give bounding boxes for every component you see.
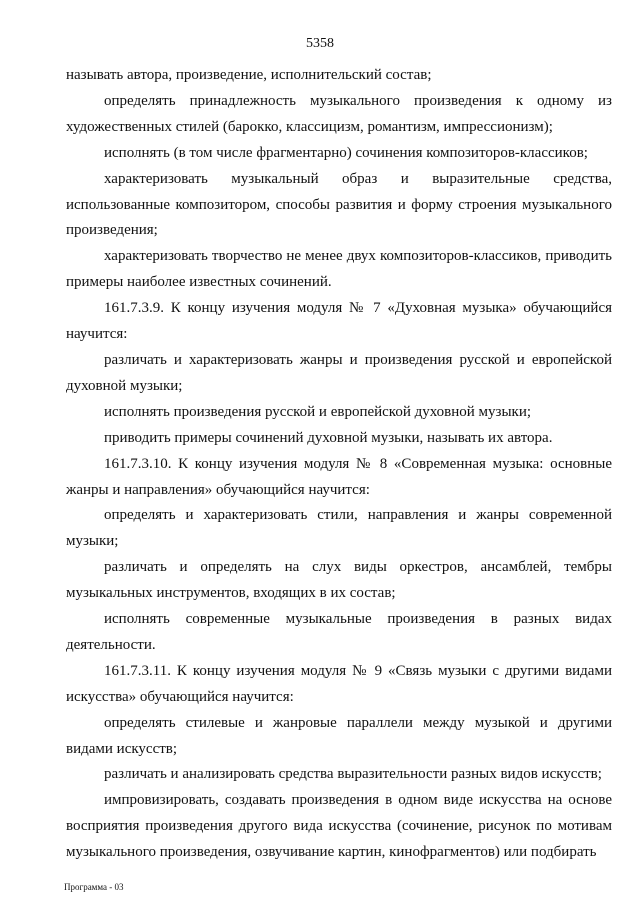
paragraph: определять и характеризовать стили, направления и жанры современной музыки; [66,507,612,550]
paragraph: определять принадлежность музыкального произведения к одному из художественных стилей (барокко, классицизм, романтизм, импрессионизм); [66,92,612,135]
paragraph: различать и характеризовать жанры и произведения русской и европейской духовной музыки; [66,351,612,394]
footer-label: Программа - 03 [64,882,124,892]
paragraph: исполнять (в том числе фрагментарно) сочинения композиторов-классиков; [104,144,588,161]
paragraph: называть автора, произведение, исполнительский состав; [66,67,432,83]
document-body [66,63,612,866]
paragraph: приводить примеры сочинений духовной музыки, называть их автора. [104,429,553,446]
paragraph: импровизировать, создавать произведения в одном виде искусства на основе восприятия произведения другого вида искусства (сочинение, рисунок по мотивам музыкального произведения, озвучивание картин, кинофрагментов) или подбирать [66,792,612,861]
paragraph: исполнять произведения русской и европейской духовной музыки; [104,403,532,420]
section-heading-paragraph: 161.7.3.9. К концу изучения модуля № 7 «Духовная музыка» обучающийся научится: [66,300,612,343]
paragraph: различать и определять на слух виды оркестров, ансамблей, тембры музыкальных инструментов, входящих в их состав; [66,559,612,602]
section-heading-paragraph: 161.7.3.11. К концу изучения модуля № 9 «Связь музыки с другими видами искусства» обучающийся научится: [66,662,612,705]
page-number: 5358 [306,36,334,51]
paragraph: характеризовать музыкальный образ и выразительные средства, использованные композитором, способы развития и форму строения музыкального произведения; [66,170,612,239]
paragraph: характеризовать творчество не менее двух композиторов-классиков, приводить примеры наиболее известных сочинений. [66,248,612,291]
paragraph: различать и анализировать средства выразительности разных видов искусств; [104,766,602,783]
section-heading-paragraph: 161.7.3.10. К концу изучения модуля № 8 «Современная музыка: основные жанры и направления» обучающийся научится: [66,455,612,498]
paragraph: исполнять современные музыкальные произведения в разных видах деятельности. [66,611,612,653]
paragraph: определять стилевые и жанровые параллели между музыкой и другими видами искусств; [66,714,612,757]
